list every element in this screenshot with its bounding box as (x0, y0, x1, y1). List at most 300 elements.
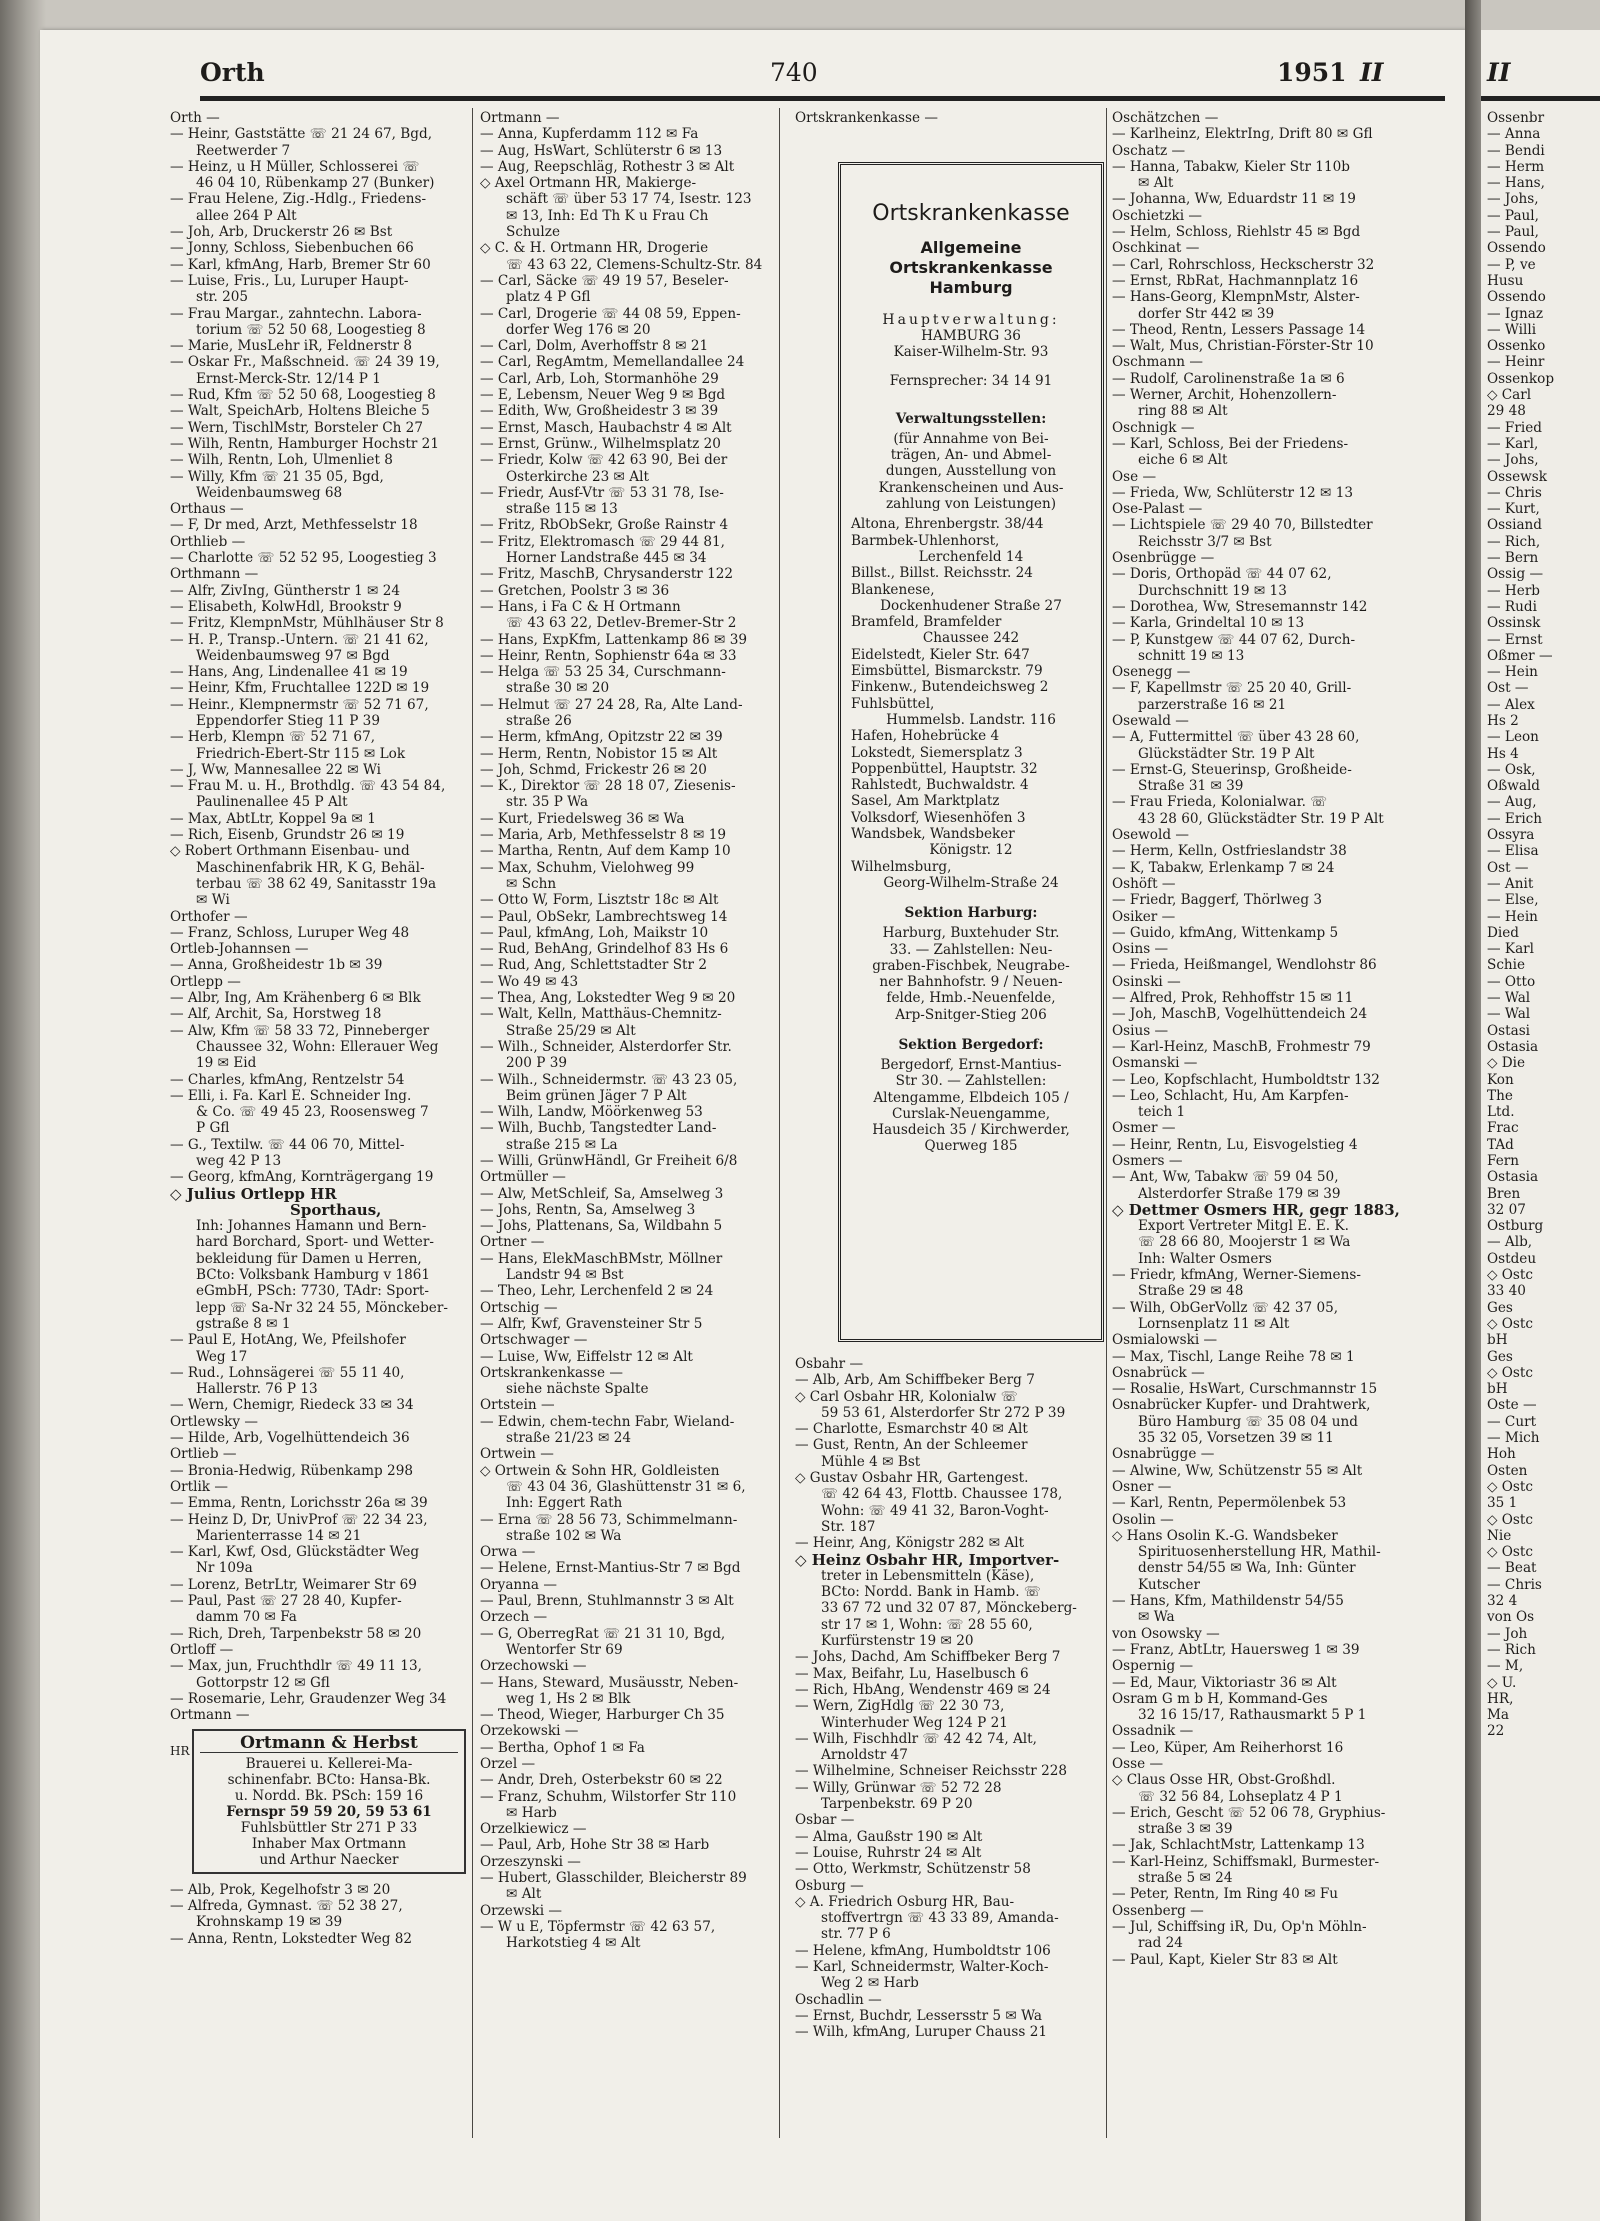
directory-entry: Maschinenfabrik HR, K G, Behäl- (196, 859, 425, 876)
directory-entry: — Alfreda, Gymnast. ☏ 52 38 27, (170, 1897, 403, 1914)
advert-bergedorf-heading: Sektion Bergedorf: (898, 1036, 1044, 1053)
directory-entry: — Heinr, Kfm, Fruchtallee 122D ✉ 19 (170, 680, 430, 697)
entry-heading: Ortlik — (170, 1478, 228, 1495)
directory-entry: — Guido, kfmAng, Wittenkamp 5 (1112, 924, 1339, 941)
next-page-fragment: 32 4 (1487, 1593, 1518, 1610)
directory-entry: — Wilh, Buchb, Tangstedter Land- (480, 1120, 717, 1137)
next-page-fragment: Kon (1487, 1071, 1514, 1088)
entry-heading: Ortlieb — (170, 1446, 237, 1463)
directory-entry: — Herm, Rentn, Nobistor 15 ✉ Alt (480, 745, 718, 762)
next-page-fragment: — Hein (1487, 908, 1538, 925)
next-page-fragment: — Leon (1487, 729, 1539, 746)
directory-entry: — Karl-Heinz, MaschB, Frohmestr 79 (1112, 1038, 1371, 1055)
next-page-fragment: Ges (1487, 1348, 1513, 1365)
next-page-fragment: HR, (1487, 1690, 1514, 1707)
next-page-fragment: ◇ Ostc (1487, 1364, 1533, 1381)
directory-entry: — Rosemarie, Lehr, Graudenzer Weg 34 (170, 1690, 447, 1707)
directory-entry: ☏ 42 64 43, Flottb. Chaussee 178, (821, 1486, 1063, 1503)
entry-heading: Osnabrügge — (1112, 1446, 1215, 1463)
directory-entry: — Wilhelmine, Schneiser Reichsstr 228 (795, 1763, 1068, 1780)
directory-entry: — Rud, Kfm ☏ 52 50 68, Loogestieg 8 (170, 387, 436, 404)
directory-entry: parzerstraße 16 ✉ 21 (1138, 696, 1287, 713)
next-page-fragment: ◇ Ostc (1487, 1267, 1533, 1284)
next-page-fragment: Ossiand (1487, 517, 1543, 534)
directory-entry: — Wern, Chemigr, Riedeck 33 ✉ 34 (170, 1397, 414, 1414)
next-page-fragment: — Osk, (1487, 761, 1536, 778)
column-2 (480, 110, 776, 1952)
directory-entry: Straße 31 ✉ 39 (1138, 778, 1244, 795)
directory-entry: — Ernst, Grünw., Wilhelmsplatz 20 (480, 435, 721, 452)
ortskrankenkasse-advert (838, 162, 1104, 1342)
directory-entry: — Thea, Ang, Lokstedter Weg 9 ✉ 20 (480, 990, 736, 1007)
next-page-fragment: bH (1487, 1332, 1508, 1349)
next-page-fragment: — Anna (1487, 126, 1541, 143)
directory-entry: treter in Lebensmitteln (Käse), (821, 1567, 1035, 1584)
directory-entry: — Bronia-Hedwig, Rübenkamp 298 (170, 1462, 414, 1479)
directory-entry: — Ernst, RbRat, Hachmannplatz 16 (1112, 272, 1359, 289)
directory-entry: — Friedr, Kolw ☏ 42 63 90, Bei der (480, 452, 728, 469)
directory-entry: Straße 25/29 ✉ Alt (506, 1022, 636, 1039)
directory-entry: — Alfr, Kwf, Gravensteiner Str 5 (480, 1315, 703, 1332)
page-fold-shadow (1465, 0, 1481, 2221)
directory-entry: — Dorothea, Ww, Stresemannstr 142 (1112, 598, 1368, 615)
directory-entry: Nr 109a (196, 1560, 253, 1577)
next-page-fragment: Ost — (1487, 680, 1529, 697)
advert-line: (für Annahme von Bei- (893, 430, 1049, 447)
directory-entry: Reetwerder 7 (196, 142, 291, 159)
directory-entry: Schulze (506, 224, 560, 241)
directory-entry: ◇ Axel Ortmann HR, Makierge- (480, 175, 697, 192)
directory-entry: — Heinr, Gaststätte ☏ 21 24 67, Bgd, (170, 126, 433, 143)
directory-entry: — Helmut ☏ 27 24 28, Ra, Alte Land- (480, 696, 743, 713)
next-page-fragment: — Ernst (1487, 631, 1543, 648)
directory-entry: — Ernst, Masch, Haubachstr 4 ✉ Alt (480, 419, 732, 436)
directory-entry: — Charlotte ☏ 52 52 95, Loogestieg 3 (170, 550, 437, 567)
advert-line: Bergedorf, Ernst-Mantius- (880, 1056, 1062, 1073)
next-page-fragment: Ostasi (1487, 1022, 1531, 1039)
directory-entry: ◇ C. & H. Ortmann HR, Drogerie (480, 240, 709, 257)
next-page-fragment: Ossendo (1487, 289, 1546, 306)
directory-entry: — Georg, kfmAng, Kornträgergang 19 (170, 1169, 434, 1186)
next-page-fragment: Ossewsk (1487, 468, 1547, 485)
next-page-fragment: — Ignaz (1487, 305, 1544, 322)
next-page-fragment: — Else, (1487, 892, 1539, 909)
advert-phone: Fernsprecher: 34 14 91 (889, 372, 1053, 389)
directory-entry: — Frau Helene, Zig.-Hdlg., Friedens- (170, 191, 427, 208)
advert-line: Eimsbüttel, Bismarckstr. 79 (851, 663, 1043, 680)
next-page-fragment: — Hein (1487, 664, 1538, 681)
next-page-fragment: von Os (1487, 1609, 1535, 1626)
next-page-fragment: Died (1487, 924, 1519, 941)
directory-entry: — Luise, Ww, Eiffelstr 12 ✉ Alt (480, 1348, 693, 1365)
column-4 (1112, 110, 1462, 1968)
directory-entry: Alsterdorfer Straße 179 ✉ 39 (1138, 1185, 1341, 1202)
directory-entry: — Walt, Mus, Christian-Förster-Str 10 (1112, 338, 1374, 355)
next-page-fragment: — Johs, (1487, 191, 1539, 208)
directory-entry: Export Vertreter Mitgl E. E. K. (1138, 1218, 1349, 1235)
directory-entry: ✉ Wi (196, 892, 230, 909)
directory-entry: ◇ Robert Orthmann Eisenbau- und (170, 843, 410, 860)
directory-entry: — Edith, Ww, Großheidestr 3 ✉ 39 (480, 403, 719, 420)
directory-entry: — Johs, Rentn, Sa, Amselweg 3 (480, 1201, 696, 1218)
directory-entry: Marienterrasse 14 ✉ 21 (196, 1527, 362, 1544)
directory-entry: straße 26 (506, 712, 572, 729)
next-page-fragment: — Rich, (1487, 533, 1541, 550)
directory-entry: — Emma, Rentn, Lorichsstr 26a ✉ 39 (170, 1495, 428, 1512)
directory-entry: — Fritz, MaschB, Chrysanderstr 122 (480, 566, 734, 583)
page-volume: II (1360, 58, 1384, 87)
directory-entry: 200 P 39 (506, 1055, 568, 1072)
entry-heading: Orwa — (480, 1544, 536, 1561)
directory-entry: ✉ Harb (506, 1804, 557, 1821)
next-page-fragment: Ostasia (1487, 1169, 1539, 1186)
directory-entry: — Gretchen, Poolstr 3 ✉ 36 (480, 582, 670, 599)
entry-heading: Osnabrück — (1112, 1364, 1205, 1381)
entry-heading: Orzel — (480, 1755, 536, 1772)
directory-entry: — Frieda, Ww, Schlüterstr 12 ✉ 13 (1112, 484, 1353, 501)
entry-heading: Osmers — (1112, 1153, 1183, 1169)
directory-entry: — Anna, Kupferdamm 112 ✉ Fa (480, 126, 699, 143)
entry-heading: Osenegg — (1112, 664, 1191, 681)
directory-entry: 19 ✉ Eid (196, 1055, 257, 1072)
advert-line: Wilhelmsburg, (851, 858, 952, 875)
advert-line: Kaiser-Wilhelm-Str. 93 (893, 344, 1049, 361)
directory-entry: eGmbH, PSch: 7730, TAdr: Sport- (196, 1283, 429, 1300)
next-page-fragment: ◇ Ostc (1487, 1544, 1533, 1561)
directory-entry: — Alb, Arb, Am Schiffbeker Berg 7 (795, 1372, 1035, 1389)
next-page-fragment: — Herm (1487, 158, 1545, 175)
directory-entry: — Wern, TischlMstr, Borsteler Ch 27 (170, 419, 423, 436)
next-page-fragment: Ossenkop (1487, 370, 1555, 387)
entry-heading: Osewold — (1112, 827, 1189, 844)
directory-entry: Weg 2 ✉ Harb (821, 1975, 919, 1992)
directory-entry: Durchschnitt 19 ✉ 13 (1138, 582, 1287, 599)
directory-entry: 33 67 72 und 32 07 87, Mönckeberg- (821, 1600, 1077, 1617)
next-page-fragment: ◇ Die (1487, 1055, 1526, 1072)
directory-entry: 35 32 05, Vorsetzen 39 ✉ 11 (1138, 1430, 1334, 1447)
next-page-fragment: Ossenbr (1487, 110, 1545, 126)
directory-entry: — Heinr, Ang, Königstr 282 ✉ Alt (795, 1535, 1025, 1552)
directory-entry: straße 115 ✉ 13 (506, 501, 618, 518)
entry-heading: Orthofer — (170, 908, 248, 925)
advert-subtitle (851, 238, 1091, 298)
advert-line: Blankenese, (851, 581, 935, 598)
directory-entry: — Charles, kfmAng, Rentzelstr 54 (170, 1071, 405, 1088)
next-page-fragment: — Aug, (1487, 794, 1537, 811)
directory-entry: — Friedr, kfmAng, Werner-Siemens- (1112, 1267, 1361, 1284)
directory-entry: Horner Landstraße 445 ✉ 34 (506, 550, 707, 567)
directory-entry: — Wilh., Schneidermstr. ☏ 43 23 05, (480, 1071, 738, 1088)
directory-entry: — Karl, Schneidermstr, Walter-Koch- (795, 1958, 1049, 1975)
entry-heading: Orzech — (480, 1609, 548, 1626)
directory-entry: — Helm, Schloss, Riehlstr 45 ✉ Bgd (1112, 224, 1361, 241)
directory-entry: — Otto W, Form, Lisztstr 18c ✉ Alt (480, 892, 719, 909)
entry-heading: Osburg — (795, 1877, 864, 1894)
directory-entry: — Carl, Säcke ☏ 49 19 57, Beseler- (480, 272, 729, 289)
entry-heading: Osmanski — (1112, 1055, 1198, 1072)
advert-line: Wandsbek, Wandsbeker (851, 826, 1015, 843)
next-page-fragment: Schie (1487, 957, 1526, 974)
next-page-fragment: Ossendo (1487, 240, 1546, 257)
advert-line: zahlung von Leistungen) (885, 496, 1056, 513)
directory-entry: — Frieda, Heißmangel, Wendlohstr 86 (1112, 957, 1377, 974)
advert-address (851, 328, 1091, 361)
directory-entry: — Carl, RegAmtm, Memellandallee 24 (480, 354, 745, 371)
directory-entry: Kurfürstenstr 19 ✉ 20 (821, 1633, 974, 1650)
directory-entry: ◇ Carl Osbahr HR, Kolonialw ☏ (795, 1388, 1018, 1405)
next-page-fragment: Osten (1487, 1462, 1528, 1479)
next-page-fragment: Ostburg (1487, 1218, 1544, 1235)
next-page-fragment: — Mich (1487, 1430, 1540, 1447)
directory-entry: Paulinenallee 45 P Alt (196, 794, 348, 811)
directory-entry: — Aug, HsWart, Schlüterstr 6 ✉ 13 (480, 142, 723, 159)
directory-entry: — Walt, SpeichArb, Holtens Bleiche 5 (170, 403, 430, 420)
directory-entry: — Friedr, Ausf-Vtr ☏ 53 31 78, Ise- (480, 484, 724, 501)
next-page-fragment: Ltd. (1487, 1104, 1515, 1121)
directory-entry: Osram G m b H, Kommand-Ges (1112, 1690, 1328, 1707)
advert-line: Lokstedt, Siemersplatz 3 (851, 744, 1023, 761)
advert-line: u. Nordd. Bk. PSch: 159 16 (234, 1787, 424, 1804)
directory-entry: terbau ☏ 38 62 49, Sanitasstr 19a (196, 875, 437, 892)
next-page-fragment: 22 (1487, 1723, 1505, 1740)
directory-entry: — Peter, Rentn, Im Ring 40 ✉ Fu (1112, 1886, 1339, 1903)
directory-entry: — Wilh., Schneider, Alsterdorfer Str. (480, 1038, 732, 1055)
advert-line: Arp-Snitger-Stieg 206 (895, 1006, 1047, 1023)
directory-entry: — Paul, ObSekr, Lambrechtsweg 14 (480, 908, 728, 925)
directory-entry: — Ernst, Buchdr, Lessersstr 5 ✉ Wa (795, 2007, 1043, 2024)
next-page-fragment: — Bendi (1487, 142, 1545, 159)
directory-entry: — Karl, Rentn, Pepermölenbek 53 (1112, 1495, 1347, 1512)
directory-entry: Osterkirche 23 ✉ Alt (506, 468, 649, 485)
directory-entry: — Wo 49 ✉ 43 (480, 973, 579, 990)
next-page-fragment: — Otto (1487, 973, 1536, 990)
directory-entry: Str. 187 (821, 1518, 876, 1535)
next-page-fragment: TAd (1487, 1136, 1514, 1153)
directory-entry: Friedrich-Ebert-Str 115 ✉ Lok (196, 745, 406, 762)
directory-entry: — Wilh, Rentn, Hamburger Hochstr 21 (170, 435, 439, 452)
directory-entry: Harkotstieg 4 ✉ Alt (506, 1935, 641, 1952)
directory-entry: — Carl, Dolm, Averhoffstr 8 ✉ 21 (480, 338, 709, 355)
directory-entry: — Herm, Kelln, Ostfrieslandstr 38 (1112, 843, 1347, 860)
directory-entry: allee 264 P Alt (196, 207, 297, 224)
directory-entry: dorfer Str 442 ✉ 39 (1138, 305, 1275, 322)
next-page-fragment: — Alb, (1487, 1234, 1533, 1251)
directory-entry: — Theod, Wieger, Harburger Ch 35 (480, 1707, 725, 1724)
directory-entry: Glückstädter Str. 19 P Alt (1138, 745, 1315, 762)
directory-entry: — Hubert, Glasschilder, Bleicherstr 89 (480, 1870, 747, 1887)
directory-entry: Hallerstr. 76 P 13 (196, 1381, 318, 1398)
next-page-fragment: Ges (1487, 1299, 1513, 1316)
directory-entry: Chaussee 32, Wohn: Ellerauer Weg (196, 1038, 439, 1055)
advert-line: Querweg 185 (924, 1138, 1018, 1155)
entry-heading: Ossadnik — (1112, 1723, 1194, 1740)
directory-entry: — Friedr, Baggerf, Thörlweg 3 (1112, 892, 1323, 909)
advert-title: Ortmann & Herbst (200, 1735, 458, 1752)
entry-heading: Osbahr — (795, 1356, 864, 1372)
page-number: 740 (770, 58, 818, 87)
directory-entry: — Helene, Ernst-Mantius-Str 7 ✉ Bgd (480, 1560, 741, 1577)
directory-entry: Ernst-Merck-Str. 12/14 P 1 (196, 370, 381, 387)
directory-entry: — Leo, Schlacht, Hu, Am Karpfen- (1112, 1087, 1349, 1104)
next-page-fragment: — P, ve (1487, 256, 1536, 273)
directory-entry: ✉ Alt (506, 1886, 542, 1903)
entry-heading: Orthmann — (170, 566, 259, 583)
directory-entry: ◇ Gustav Osbahr HR, Gartengest. (795, 1470, 1029, 1487)
directory-entry: — Franz, AbtLtr, Hauersweg 1 ✉ 39 (1112, 1641, 1360, 1658)
directory-entry: platz 4 P Gfl (506, 289, 591, 306)
next-page-fragment: — Herb (1487, 582, 1541, 599)
directory-entry: — Frau Frieda, Kolonialwar. ☏ (1112, 794, 1328, 811)
directory-entry: Inh: Eggert Rath (506, 1495, 623, 1512)
directory-entry: siehe nächste Spalte (506, 1381, 649, 1398)
next-page-fragment: ◇ Carl (1487, 387, 1532, 404)
entry-heading: Oschmann — (1112, 354, 1203, 371)
directory-entry: — Edwin, chem-techn Fabr, Wieland- (480, 1413, 735, 1430)
entry-heading: Osbar — (795, 1812, 855, 1829)
directory-entry: — Carl, Rohrschloss, Heckscherstr 32 (1112, 256, 1375, 273)
directory-entry: — Kurt, Friedelsweg 36 ✉ Wa (480, 810, 685, 827)
next-page-fragment: Nie (1487, 1527, 1512, 1544)
directory-entry: — A, Futtermittel ☏ über 43 28 60, (1112, 729, 1360, 746)
directory-entry: — Bertha, Ophof 1 ✉ Fa (480, 1739, 645, 1756)
directory-entry: straße 102 ✉ Wa (506, 1527, 622, 1544)
entry-heading: Osiker — (1112, 908, 1176, 925)
entry-heading: Orthaus — (170, 501, 244, 518)
directory-entry: — Maria, Arb, Methfesselstr 8 ✉ 19 (480, 827, 727, 844)
directory-entry: — Alma, Gaußstr 190 ✉ Alt (795, 1828, 983, 1845)
directory-entry: ◇ Julius Ortlepp HR (170, 1185, 337, 1202)
next-page-fragment: Fern (1487, 1153, 1519, 1169)
directory-entry: str. 35 P Wa (506, 794, 589, 811)
advert-line: Altona, Ehrenbergstr. 38/44 (851, 516, 1044, 533)
directory-entry: — Alb, Prok, Kegelhofstr 3 ✉ 20 (170, 1881, 391, 1898)
directory-entry: teich 1 (1138, 1104, 1186, 1121)
directory-entry: schäft ☏ über 53 17 74, Isestr. 123 (506, 191, 752, 208)
directory-entry: torium ☏ 52 50 68, Loogestieg 8 (196, 321, 426, 338)
directory-entry: — E, Lebensm, Neuer Weg 9 ✉ Bgd (480, 387, 726, 404)
entry-heading: Ose — (1112, 468, 1157, 485)
advert-line: Bramfeld, Bramfelder (851, 614, 1002, 631)
directory-entry: ☏ 43 63 22, Detlev-Bremer-Str 2 (506, 615, 737, 632)
directory-entry: — Max, Schuhm, Vielohweg 99 (480, 859, 695, 876)
advert-line: Finkenw., Butendeichsweg 2 (851, 679, 1049, 696)
entry-heading: Ortmüller — (480, 1169, 566, 1186)
directory-entry: Weidenbaumsweg 68 (196, 484, 343, 501)
advert-hv: Hauptverwaltung: (882, 312, 1060, 328)
directory-entry: — Theo, Lehr, Lerchenfeld 2 ✉ 24 (480, 1283, 714, 1300)
entry-heading: Osinski — (1112, 973, 1181, 990)
directory-entry: — F, Dr med, Arzt, Methfesselstr 18 (170, 517, 418, 534)
advert-line: Curslak-Neuengamme, (891, 1105, 1051, 1122)
directory-entry: — Willy, Grünwar ☏ 52 72 28 (795, 1779, 1002, 1796)
column-1 (170, 110, 470, 1947)
directory-entry: — Willy, Kfm ☏ 21 35 05, Bgd, (170, 468, 384, 485)
directory-entry: Eppendorfer Stieg 11 P 39 (196, 712, 380, 729)
next-page-fragment: — Anit (1487, 875, 1534, 892)
column-divider (1106, 108, 1107, 2138)
advert-line: Hummelsb. Landstr. 116 (886, 711, 1056, 728)
next-page-fragment: Oßmer — (1487, 647, 1553, 664)
directory-entry: — Rudolf, Carolinenstraße 1a ✉ 6 (1112, 370, 1345, 387)
next-page-fragment: Hs 2 (1487, 712, 1519, 729)
advert-line: und Arthur Naecker (259, 1851, 399, 1868)
directory-entry: — Herm, kfmAng, Opitzstr 22 ✉ 39 (480, 729, 723, 746)
directory-entry: — Max, Beifahr, Lu, Haselbusch 6 (795, 1665, 1029, 1682)
next-page-fragment: — M, (1487, 1658, 1524, 1675)
advert-side-label: HR (170, 1744, 190, 1759)
directory-entry: — Johs, Plattenans, Sa, Wildbahn 5 (480, 1218, 723, 1235)
next-page-fragment: Husu (1487, 272, 1524, 289)
advert-line: Str 30. — Zahlstellen: (895, 1073, 1047, 1090)
next-page-fragment: Bren (1487, 1185, 1521, 1202)
next-page-fragment: Ma (1487, 1707, 1510, 1724)
directory-entry: — Herb, Klempn ☏ 52 71 67, (170, 729, 376, 746)
advert-line: Harburg, Buxtehuder Str. (882, 925, 1060, 942)
advert-line: Fuhlsbüttler Str 271 P 33 (240, 1819, 418, 1836)
directory-entry: ◇ A. Friedrich Osburg HR, Bau- (795, 1893, 1015, 1910)
entry-heading: Ortmann — (480, 110, 560, 126)
entry-heading: Osmialowski — (1112, 1332, 1218, 1349)
directory-entry: — Hans-Georg, KlempnMstr, Alster- (1112, 289, 1360, 306)
directory-entry: — Alfr, ZivIng, Güntherstr 1 ✉ 24 (170, 582, 401, 599)
next-page-fragment: — Rich (1487, 1641, 1536, 1658)
directory-entry: lepp ☏ Sa-Nr 32 24 55, Mönckeber- (196, 1299, 448, 1316)
directory-entry: — J, Ww, Mannesallee 22 ✉ Wi (170, 761, 382, 778)
directory-entry: straße 21/23 ✉ 24 (506, 1430, 631, 1447)
next-page-fragment: Oste — (1487, 1397, 1537, 1414)
directory-entry: — Ernst-G, Steuerinsp, Großheide- (1112, 761, 1352, 778)
next-page-fragment: Ossinsk (1487, 615, 1541, 632)
directory-entry: — Hans, ExpKfm, Lattenkamp 86 ✉ 39 (480, 631, 747, 648)
next-page-fragment: — Hans, (1487, 175, 1545, 192)
directory-entry: — Alw, MetSchleif, Sa, Amselweg 3 (480, 1185, 724, 1202)
directory-entry: — F, Kapellmstr ☏ 25 20 40, Grill- (1112, 680, 1352, 697)
directory-entry: — Fritz, Elektromasch ☏ 29 44 81, (480, 533, 725, 550)
advert-line: Königstr. 12 (929, 842, 1013, 859)
directory-entry: dorfer Weg 176 ✉ 20 (506, 321, 651, 338)
directory-entry: — Carl, Drogerie ☏ 44 08 59, Eppen- (480, 305, 741, 322)
directory-entry: Gottorpstr 12 ✉ Gfl (196, 1674, 330, 1691)
next-page-fragment: 29 48 (1487, 403, 1526, 420)
directory-entry: Weg 17 (196, 1348, 248, 1365)
entry-heading: Orzewski — (480, 1902, 562, 1919)
next-page-fragment: — Heinr (1487, 354, 1545, 371)
directory-entry: — Andr, Dreh, Osterbekstr 60 ✉ 22 (480, 1772, 723, 1789)
entry-heading: Ortschwager — (480, 1332, 588, 1349)
next-page-fragment: — Curt (1487, 1413, 1537, 1430)
next-page-fragment: — Paul, (1487, 207, 1539, 224)
directory-entry: — Helene, kfmAng, Humboldtstr 106 (795, 1942, 1051, 1959)
directory-entry: 46 04 10, Rübenkamp 27 (Bunker) (196, 175, 435, 192)
directory-entry: — Wilh, kfmAng, Luruper Chauss 21 (795, 2024, 1048, 2041)
directory-entry: — Wern, ZigHdlg ☏ 22 30 73, (795, 1698, 1005, 1715)
directory-entry: — Hanna, Tabakw, Kieler Str 110b (1112, 158, 1350, 175)
directory-entry: — Paul, Past ☏ 27 28 40, Kupfer- (170, 1593, 402, 1610)
next-page-fragment: Frac (1487, 1120, 1519, 1137)
directory-entry: — Rud., Lohnsägerei ☏ 55 11 40, (170, 1364, 405, 1381)
directory-entry: Reichsstr 3/7 ✉ Bst (1138, 533, 1272, 550)
entry-heading: Ortmann — (170, 1707, 250, 1724)
directory-entry: — H. P., Transp.-Untern. ☏ 21 41 62, (170, 631, 429, 648)
directory-entry: ✉ 13, Inh: Ed Th K u Frau Ch (506, 207, 709, 224)
directory-entry: — Doris, Orthopäd ☏ 44 07 62, (1112, 566, 1332, 583)
directory-entry: — Frau Margar., zahntechn. Labora- (170, 305, 422, 322)
directory-entry: — Leo, Kopfschlacht, Humboldtstr 132 (1112, 1071, 1380, 1088)
directory-entry: ✉ Alt (1138, 175, 1174, 192)
directory-entry: ◇ Dettmer Osmers HR, gegr 1883, (1112, 1201, 1400, 1219)
directory-entry: — Hans, Ang, Lindenallee 41 ✉ 19 (170, 664, 408, 681)
directory-entry: stoffvertrgn ☏ 43 33 89, Amanda- (821, 1910, 1059, 1927)
